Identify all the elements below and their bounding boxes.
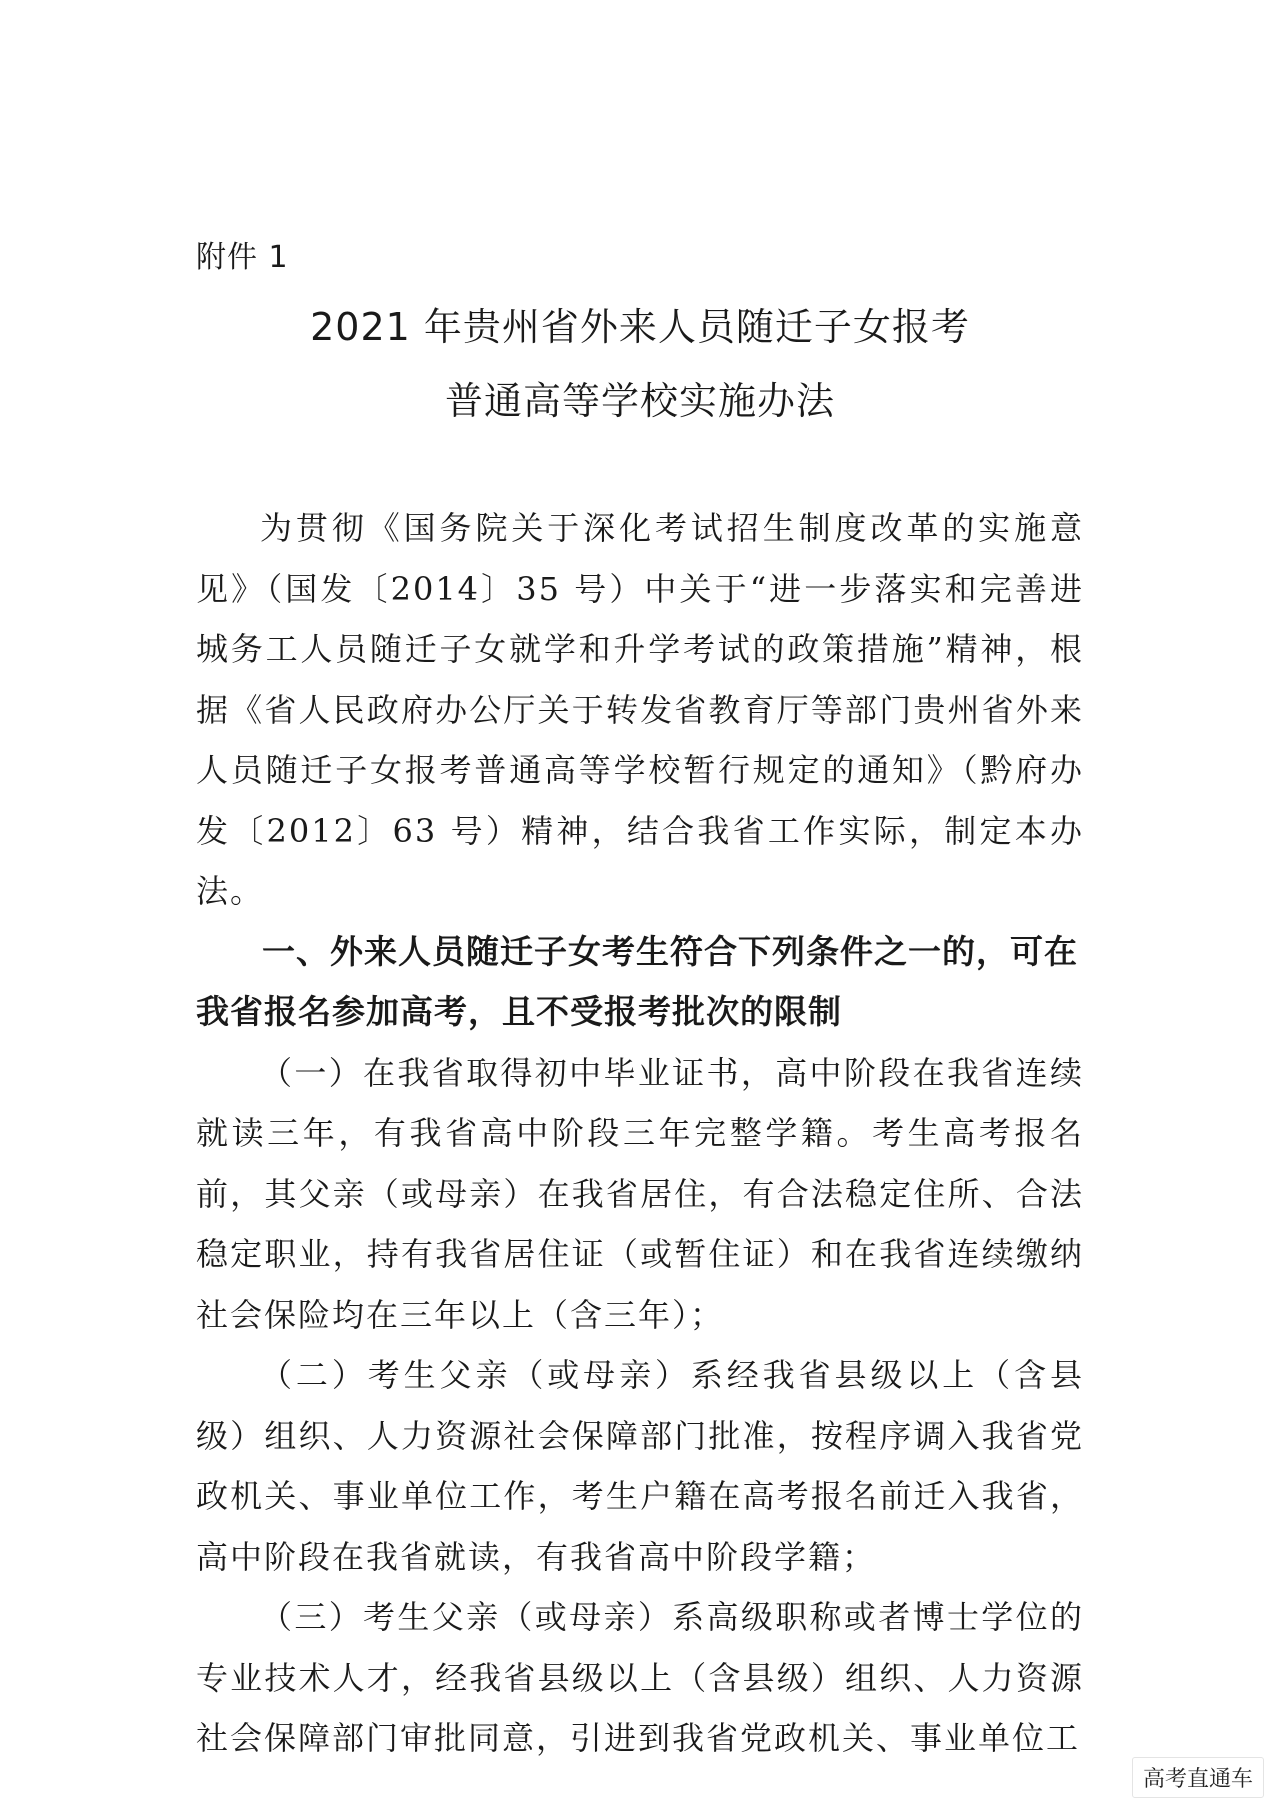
clause-2-paragraph: （二）考生父亲（或母亲）系经我省县级以上（含县级）组织、人力资源社会保障部门批准，按程序调入我省党政机关、事业单位工作，考生户籍在高考报名前迁入我省，高中阶段在我省就读，有我省高中阶段学籍； [196, 1356, 1084, 1576]
section-heading-1: 一、外来人员随迁子女考生符合下列条件之一的，可在我省报名参加高考，且不受报考批次的限制 [196, 931, 1078, 1031]
attachment-label: 附件 1 [196, 240, 289, 275]
clause-3-paragraph: （三）考生父亲（或母亲）系高级职称或者博士学位的专业技术人才，经我省县级以上（含县级）组织、人力资源社会保障部门审批同意，引进到我省党政机关、事业单位工 [196, 1598, 1084, 1757]
document-body [196, 498, 1084, 1769]
document-title-line-1: 2021 年贵州省外来人员随迁子女报考 [310, 305, 970, 349]
clause-1-paragraph: （一）在我省取得初中毕业证书，高中阶段在我省连续就读三年，有我省高中阶段三年完整学籍。考生高考报名前，其父亲（或母亲）在我省居住，有合法稳定住所、合法稳定职业，持有我省居住证（或暂住证）和在我省连续缴纳社会保险均在三年以上（含三年）； [196, 1053, 1084, 1334]
document-title-line-2: 普通高等学校实施办法 [444, 379, 835, 423]
watermark-label: 高考直通车 [1132, 1757, 1264, 1798]
intro-paragraph: 为贯彻《国务院关于深化考试招生制度改革的实施意见》（国发〔2014〕35 号）中关于“进一步落实和完善进城务工人员随迁子女就学和升学考试的政策措施”精神，根据《省人民政府办公厅关于转发省教育厅等部门贵州省外来人员随迁子女报考普通高等学校暂行规定的通知》（黔府办发〔2012〕63 号）精神，结合我省工作实际，制定本办法。 [196, 509, 1084, 910]
